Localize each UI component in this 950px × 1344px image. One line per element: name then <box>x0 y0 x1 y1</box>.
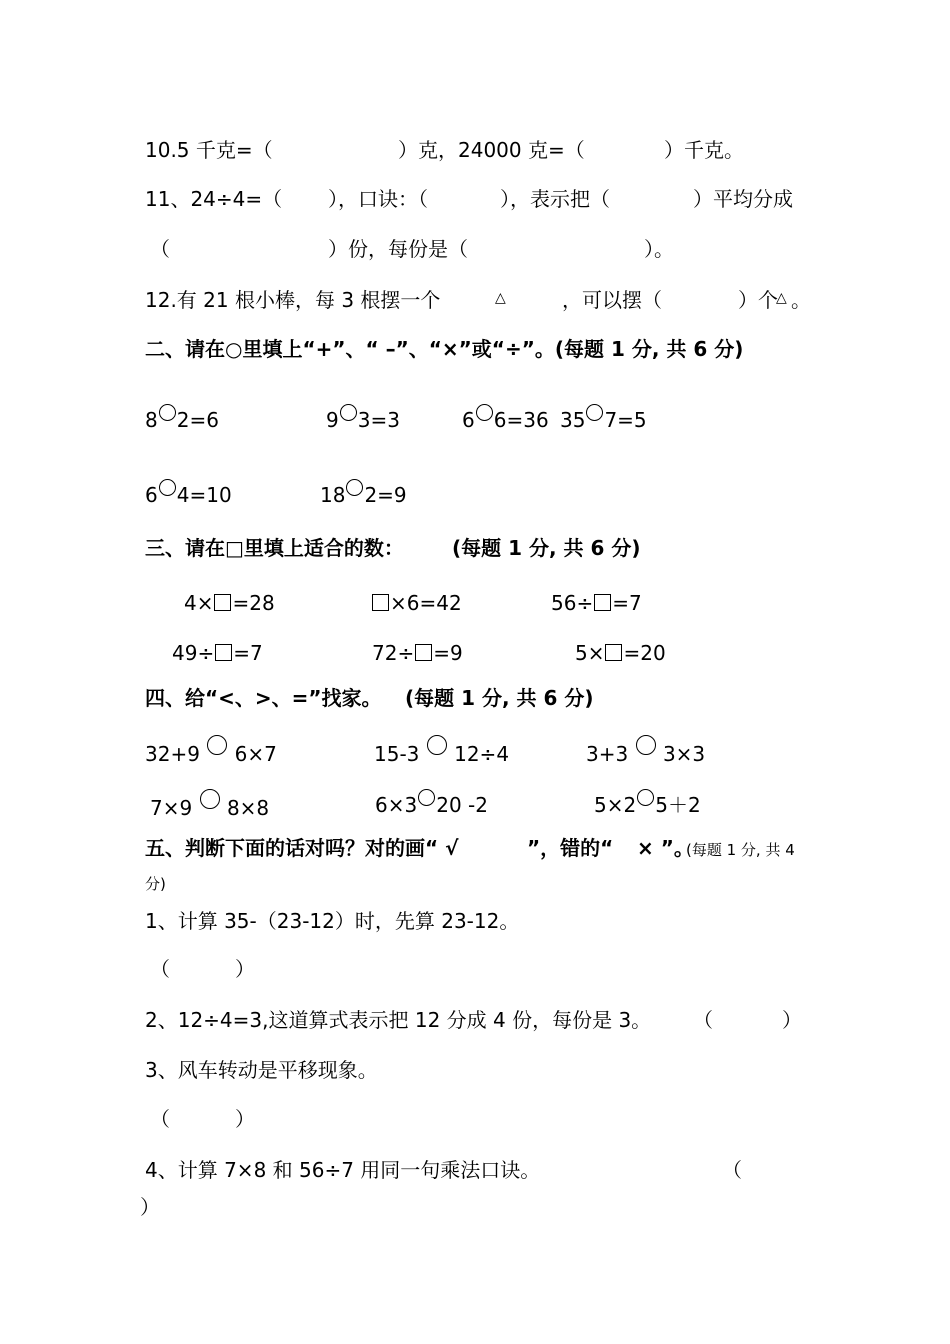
square-blank-icon[interactable] <box>415 644 432 661</box>
answer-paren-left[interactable]: （ <box>150 957 170 981</box>
q12-part-d: 。 <box>791 288 811 312</box>
q11b-part-a: （ <box>150 237 170 261</box>
section3-score: (每题 1 分, 共 6 分) <box>452 536 641 560</box>
section4-item: 6×3 20 -2 <box>375 789 488 819</box>
answer-paren-right: ） <box>140 1195 160 1219</box>
answer-paren-left[interactable]: （ <box>722 1158 742 1182</box>
judge-item-text: 4、计算 7×8 和 56÷7 用同一句乘法口诀。 <box>145 1158 541 1182</box>
answer-paren-right: ） <box>782 1008 802 1032</box>
circle-blank-icon[interactable] <box>637 789 654 806</box>
triangle-icon: △ <box>495 290 506 306</box>
square-blank-icon[interactable] <box>594 594 611 611</box>
section2-item: 35 7=5 <box>560 404 647 434</box>
section2-item: 6 6=36 <box>462 404 549 434</box>
q11-part-d: ）平均分成 <box>693 187 793 211</box>
section5-heading-mid: ”，错的“ <box>527 836 614 860</box>
q11b-part-c: ）。 <box>644 237 674 261</box>
q12-part-b: ，可以摆（ <box>562 288 662 312</box>
q12-part-a: 12.有 21 根小棒，每 3 根摆一个 <box>145 288 441 312</box>
circle-blank-icon[interactable] <box>346 479 363 496</box>
answer-paren-left[interactable]: （ <box>693 1008 713 1032</box>
section3-item: 56÷ =7 <box>551 591 642 615</box>
section5-heading: 五、判断下面的话对吗？对的画“ √ <box>145 836 459 860</box>
section2-item: 6 4=10 <box>145 479 232 509</box>
section4-heading: 四、给“<、>、=”找家。 <box>145 686 382 710</box>
section5-heading-end: × ”。 <box>637 836 694 860</box>
section2-item: 8 2=6 <box>145 404 219 434</box>
square-blank-icon[interactable] <box>605 644 622 661</box>
answer-paren-right: ） <box>235 1107 255 1131</box>
circle-blank-icon[interactable] <box>207 735 227 755</box>
circle-blank-icon[interactable] <box>636 735 656 755</box>
section4-score: (每题 1 分, 共 6 分) <box>405 686 594 710</box>
section5-score: (每题 1 分, 共 4 <box>686 841 795 859</box>
section3-item: 5× =20 <box>575 641 666 665</box>
section3-item: 49÷ =7 <box>172 641 263 665</box>
answer-paren-left[interactable]: （ <box>150 1107 170 1131</box>
circle-blank-icon[interactable] <box>418 789 435 806</box>
q11-part-c: ），表示把（ <box>500 187 610 211</box>
circle-blank-icon[interactable] <box>159 404 176 421</box>
q10-part-b: ）克，24000 克=（ <box>398 138 585 162</box>
q11-part-b: ），口诀：（ <box>328 187 428 211</box>
section4-item: 5×2 5＋2 <box>594 789 701 819</box>
square-blank-icon[interactable] <box>215 644 232 661</box>
section2-item: 18 2=9 <box>320 479 407 509</box>
section4-item: 3+3 3×3 <box>586 735 705 768</box>
square-blank-icon[interactable] <box>214 594 231 611</box>
circle-blank-icon[interactable] <box>427 735 447 755</box>
section3-item: ×6=42 <box>371 589 462 617</box>
judge-item-text: 1、计算 35-（23-12）时，先算 23-12。 <box>145 909 520 933</box>
judge-item-text: 2、12÷4=3,这道算式表示把 12 分成 4 份，每份是 3。 <box>145 1008 652 1032</box>
section4-item: 15-3 12÷4 <box>374 735 509 768</box>
q10-part-c: ）千克。 <box>664 138 744 162</box>
section5-score-cont: 分) <box>145 875 166 893</box>
answer-paren-right: ） <box>235 957 255 981</box>
q10-part-a: 10.5 千克=（ <box>145 138 273 162</box>
circle-blank-icon[interactable] <box>476 404 493 421</box>
circle-blank-icon[interactable] <box>159 479 176 496</box>
circle-blank-icon[interactable] <box>586 404 603 421</box>
q12-part-c: ）个 <box>738 288 778 312</box>
circle-blank-icon[interactable] <box>340 404 357 421</box>
section4-item: 7×9 8×8 <box>150 789 269 822</box>
triangle-icon: △ <box>776 290 787 306</box>
circle-blank-icon[interactable] <box>200 789 220 809</box>
section3-item: 72÷ =9 <box>372 641 463 665</box>
judge-item-text: 3、风车转动是平移现象。 <box>145 1058 378 1082</box>
section4-item: 32+9 6×7 <box>145 735 277 768</box>
q11b-part-b: ）份，每份是（ <box>328 237 468 261</box>
section2-heading: 二、请在○里填上“+”、“ –”、“×”或“÷”。(每题 1 分, 共 6 分) <box>145 337 744 361</box>
section3-item: 4× =28 <box>184 591 275 615</box>
q11-part-a: 11、24÷4=（ <box>145 187 283 211</box>
square-blank-icon[interactable] <box>372 594 389 611</box>
section3-heading: 三、请在□里填上适合的数： <box>145 536 404 560</box>
section2-item: 9 3=3 <box>326 404 400 434</box>
